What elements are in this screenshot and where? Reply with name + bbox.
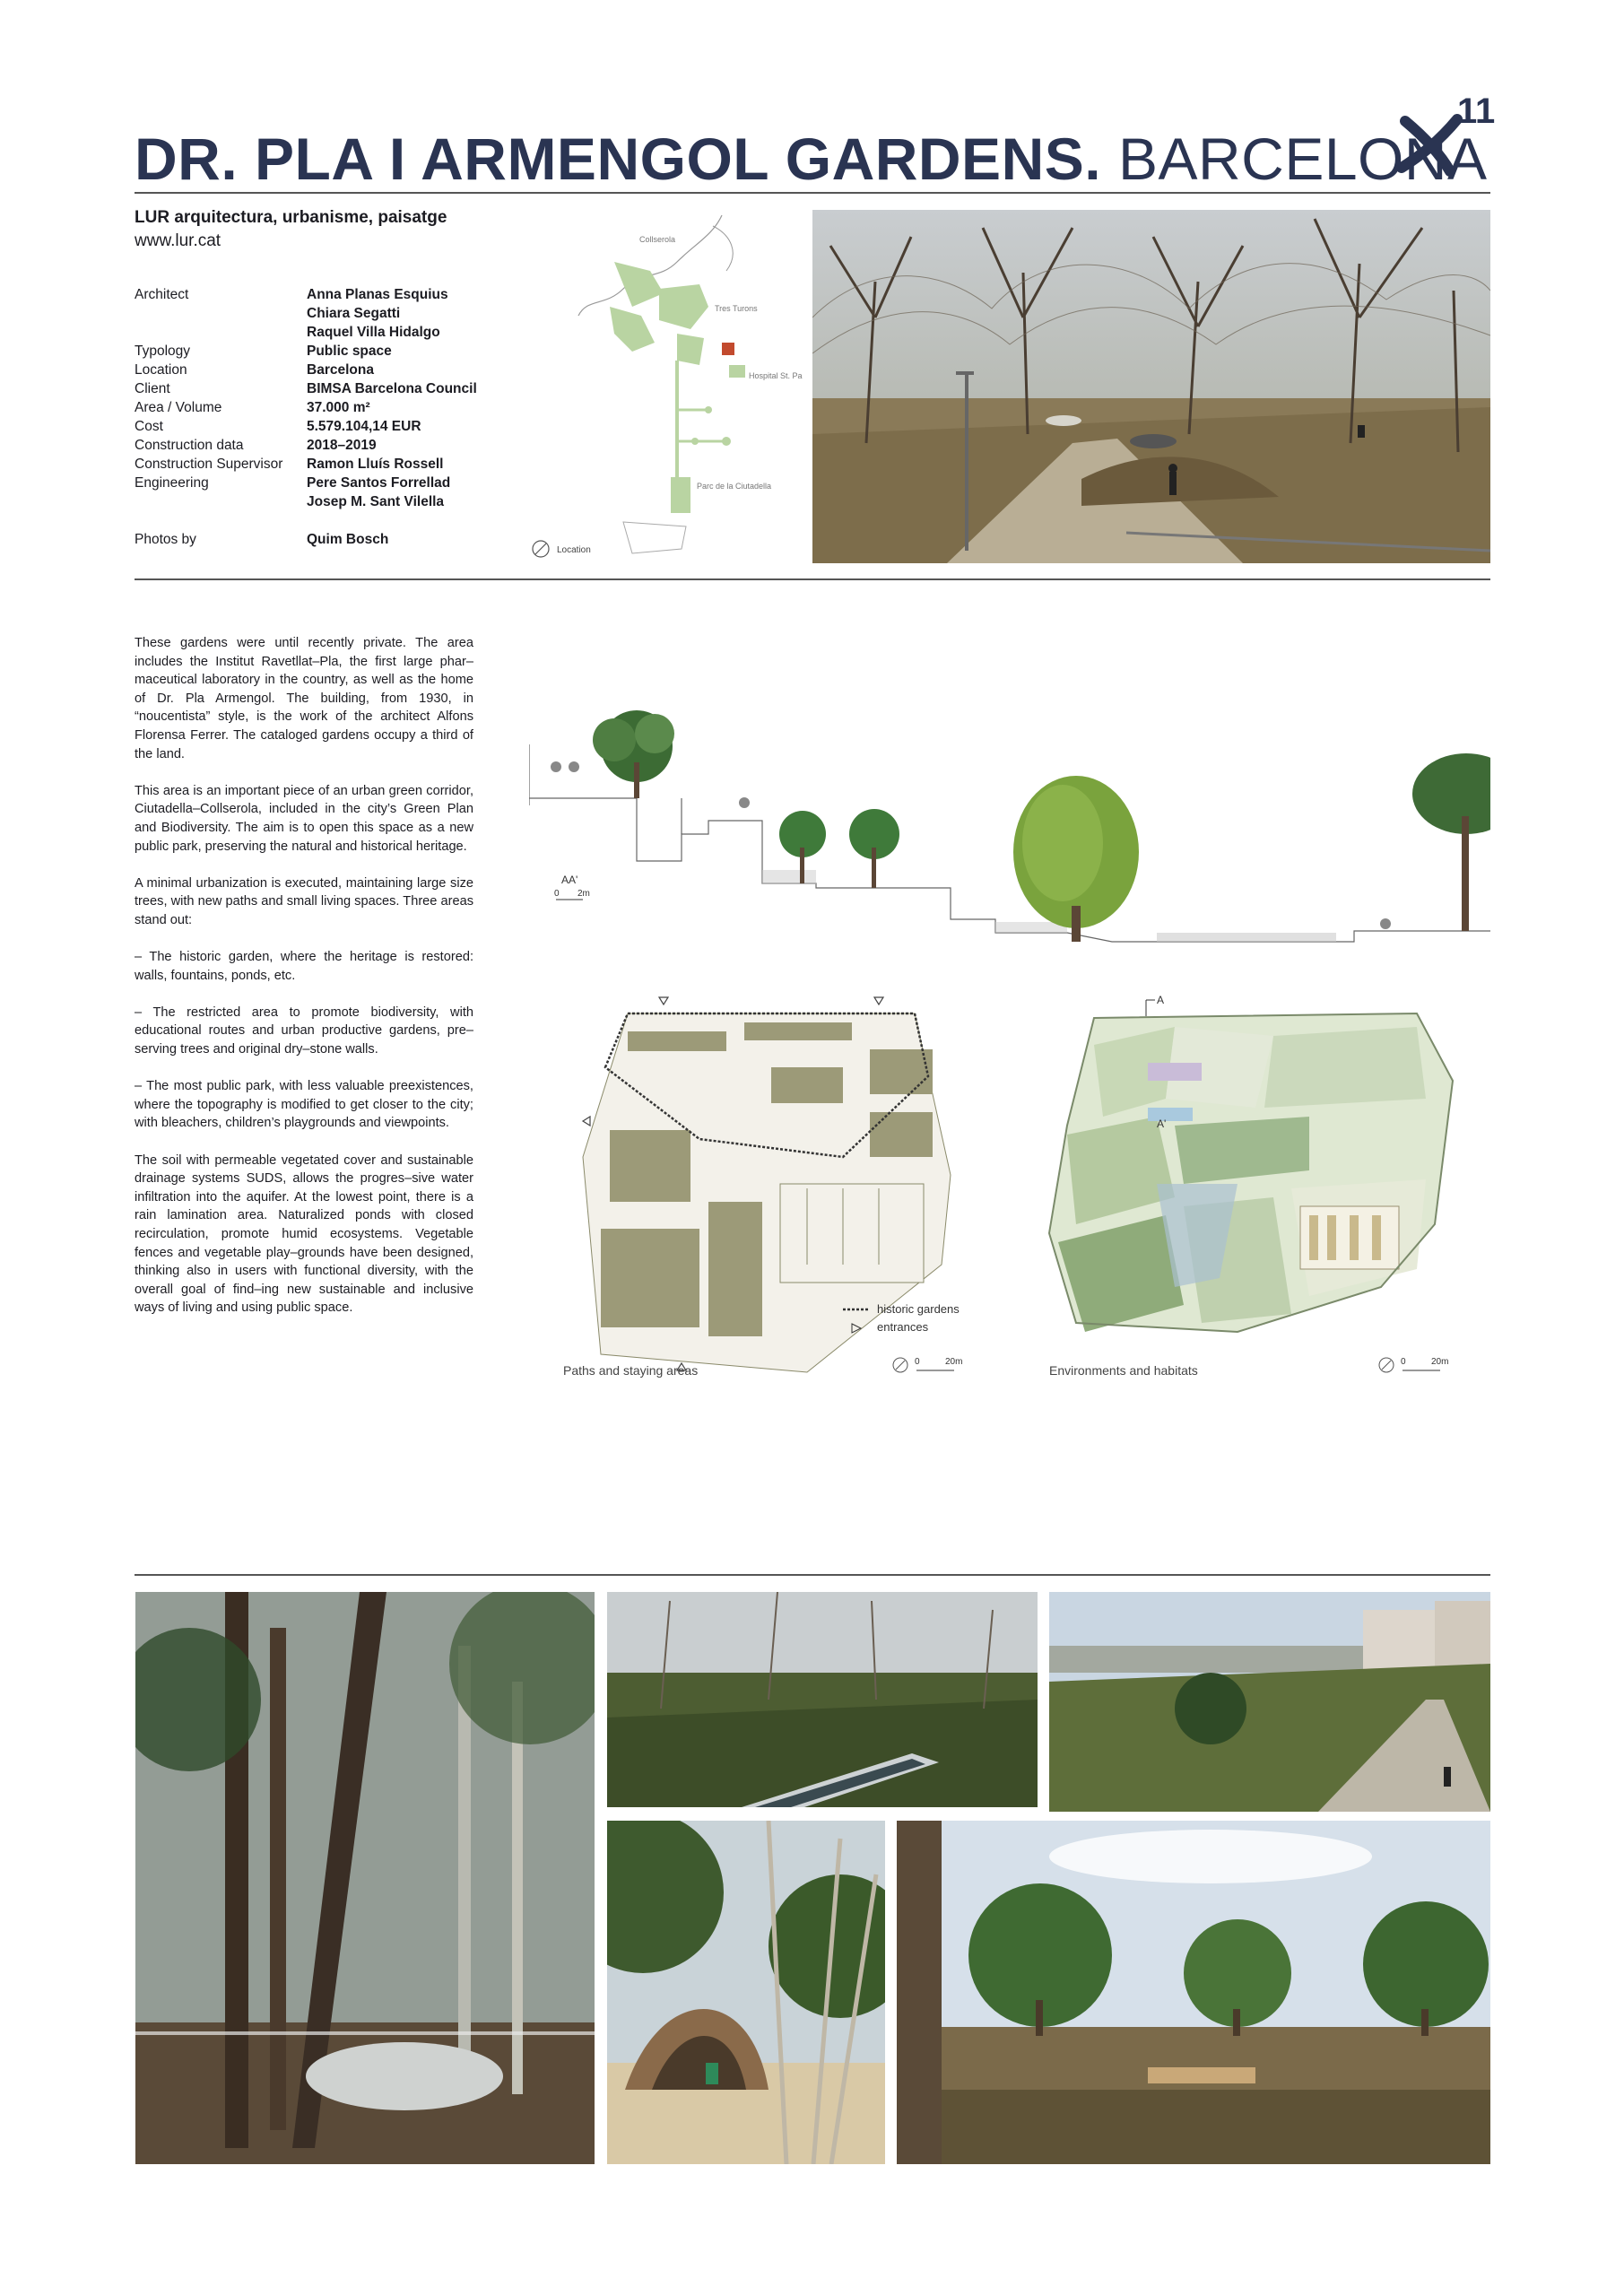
credit-value: Public space [307, 344, 392, 359]
photo-city-view [1049, 1592, 1490, 1812]
paths-plan [574, 996, 986, 1381]
habitats-scale-zero: 0 [1401, 1357, 1406, 1367]
description-paragraph: A minimal urbanization is executed, maintaining large size trees, with new paths and small living spaces. Three areas stand out: [135, 875, 473, 927]
description-paragraph: This area is an important piece of an urban green corridor, Ciutadella–Collserola, included in the city’s Green Plan and Biodiversity. The aim is to open this space as a new public park, preserving the natural and historical heritage. [135, 783, 473, 854]
credit-label: Engineering [135, 475, 209, 491]
credit-value: 5.579.104,14 EUR [307, 419, 421, 434]
credit-value: Josep M. Sant Vilella [307, 494, 445, 509]
credit-value: Quim Bosch [307, 532, 389, 547]
hero-photo [812, 210, 1490, 563]
legend-historic-gardens: historic gardens [877, 1302, 960, 1316]
photo-pond [607, 1592, 1038, 1807]
description-paragraph: These gardens were until recently private. The area includes the Institut Ravetllat–Pla, the first large phar–maceutical laboratory in the country, as well as the home of Dr. Pla Armengol. The building, from 1930, in “noucentista” style, is the work of the architect Alfons Florensa Ferrer. The cataloged gardens occupy a third of the land. [135, 636, 473, 761]
credit-label: Typology [135, 344, 191, 359]
credit-value: 2018–2019 [307, 438, 377, 453]
map-label-collserola: Collserola [639, 235, 676, 244]
map-caption: Location [557, 545, 591, 555]
paths-scale-bar [891, 1354, 972, 1376]
credit-value: Barcelona [307, 362, 374, 378]
studio-website: www.lur.cat [135, 231, 221, 250]
credit-value: Chiara Segatti [307, 306, 401, 321]
credit-label: Location [135, 362, 187, 378]
credit-label: Client [135, 381, 170, 396]
description-paragraph: – The most public park, with less valuable preexistences, where the topography is modified to get closer to the city; with bleachers, children’s playgrounds and viewpoints. [135, 1079, 473, 1131]
paths-scale-end: 20m [945, 1357, 963, 1367]
credit-label: Architect [135, 287, 189, 302]
legend-entrances: entrances [877, 1320, 929, 1334]
description-paragraph: The soil with permeable vegetated cover and sustainable drainage systems SUDS, allows the progres–sive water infiltration into the aquifer. At the lowest point, there is a rain lamination area. Naturalized ponds with closed recirculation, promote humid ecosystems. Vegetable fences and vegetable play–grounds have been designed, thinking also in users with functional diversity, with the overall goal of find–ing new sustainable and inclusive ways of living and using public space. [135, 1152, 473, 1316]
habitats-plan [1040, 991, 1462, 1377]
logo-number: 11 [1457, 91, 1496, 131]
map-label-tres-turons: Tres Turons [715, 304, 758, 313]
habitats-scale-bar [1377, 1354, 1458, 1376]
credit-value: Ramon Lluís Rossell [307, 457, 444, 472]
map-label-ciutadella: Parc de la Ciutadella [697, 482, 772, 491]
section-mark-a-prime: A' [1157, 1118, 1167, 1130]
credit-label: Construction Supervisor [135, 457, 283, 472]
section-label: AA' [561, 874, 578, 886]
map-label-hospital: Hospital St. Pau [749, 371, 803, 380]
description-text [135, 634, 473, 1336]
credits-table [135, 285, 477, 549]
title-city: BARCELONA [1117, 126, 1488, 192]
credit-value: 37.000 m² [307, 400, 370, 415]
credit-value: Anna Planas Esquius [307, 287, 448, 302]
credit-label: Photos by [135, 532, 196, 547]
section-scale-end: 2m [578, 889, 590, 899]
title-main: DR. PLA I ARMENGOL GARDENS. [135, 126, 1102, 192]
photos-rule [135, 1574, 1490, 1576]
credit-value: Pere Santos Forrellad [307, 475, 451, 491]
credit-value: Raquel Villa Hidalgo [307, 325, 440, 340]
page-title [135, 124, 1488, 194]
paths-plan-caption: Paths and staying areas [563, 1363, 699, 1378]
x-logo [1394, 85, 1502, 184]
section-scale-zero: 0 [554, 889, 560, 899]
header-rule [135, 192, 1490, 194]
credit-label: Construction data [135, 438, 244, 453]
photo-forest-bench [135, 1592, 595, 2164]
section-mark-a: A [1157, 994, 1165, 1006]
studio-name: LUR arquitectura, urbanisme, paisatge [135, 208, 447, 227]
section-drawing [529, 709, 1490, 978]
photo-willow-tunnel [607, 1821, 885, 2164]
credit-value: BIMSA Barcelona Council [307, 381, 477, 396]
habitats-scale-end: 20m [1431, 1357, 1449, 1367]
credit-label: Area / Volume [135, 400, 222, 415]
photo-orchard [897, 1821, 1490, 2164]
description-paragraph: – The restricted area to promote biodiversity, with educational routes and urban productive gardens, pre–serving trees and original dry–stone walls. [135, 1004, 473, 1057]
habitats-plan-caption: Environments and habitats [1049, 1363, 1198, 1378]
description-paragraph: – The historic garden, where the heritage is restored: walls, fountains, ponds, etc. [135, 950, 473, 983]
location-map [525, 208, 803, 560]
credit-label: Cost [135, 419, 163, 434]
section-rule [135, 578, 1490, 580]
paths-scale-zero: 0 [915, 1357, 920, 1367]
